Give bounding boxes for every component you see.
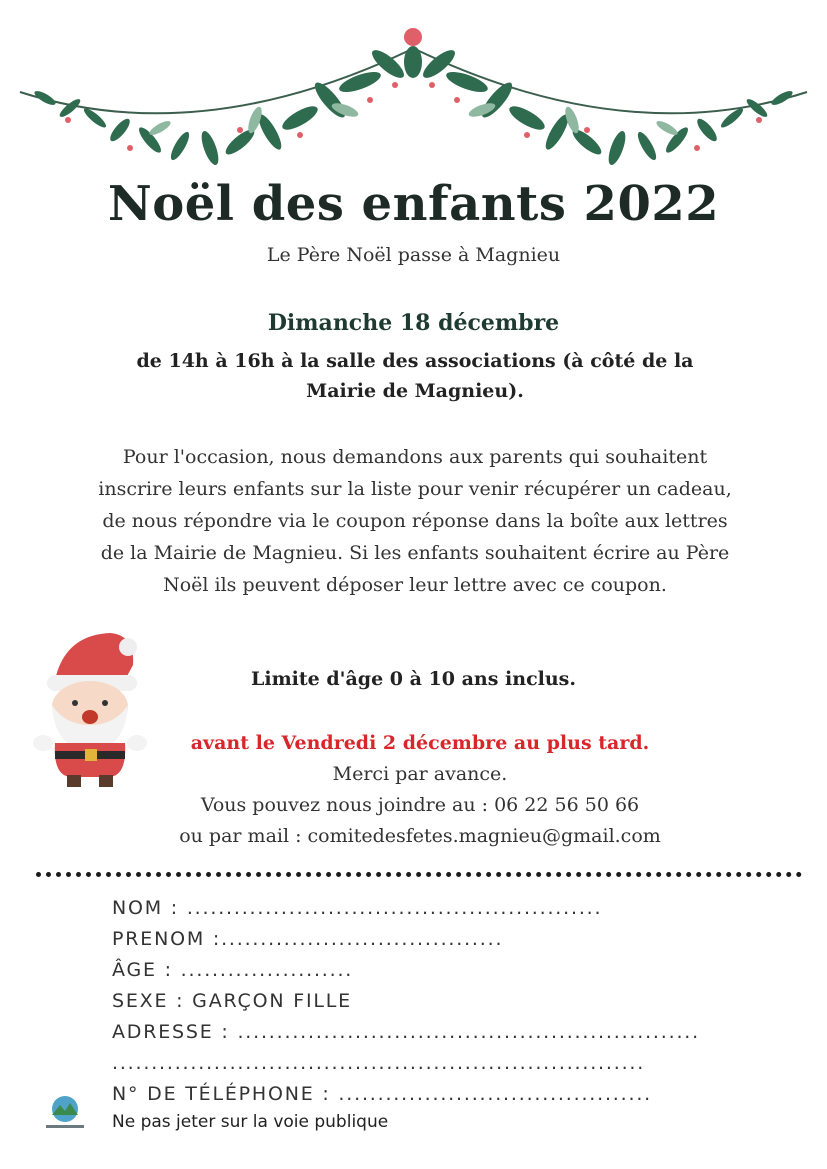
deadline-text: avant le Vendredi 2 décembre au plus tard. <box>190 732 650 754</box>
form-field-adresse[interactable]: ADRESSE : ........................................................... <box>112 1021 700 1043</box>
garland-left-branch <box>20 46 410 167</box>
event-date: Dimanche 18 décembre <box>267 310 560 336</box>
form-field-age[interactable]: ÂGE : ...................... <box>112 959 354 981</box>
thanks-text: Merci par avance. <box>332 763 508 785</box>
form-field-prenom[interactable]: PRENOM :.................................... <box>112 928 504 950</box>
age-limit: Limite d'âge 0 à 10 ans inclus. <box>251 668 576 690</box>
form-field-sexe[interactable]: SEXE : GARÇON FILLE <box>112 990 352 1012</box>
top-berry <box>404 28 422 46</box>
garland-decoration <box>0 0 827 180</box>
form-field-adresse-line2[interactable]: .................................................................... <box>112 1052 646 1074</box>
contact-phone: Vous pouvez nous joindre au : 06 22 56 50 66 <box>200 794 640 816</box>
form-field-telephone[interactable]: N° DE TÉLÉPHONE : ........................................ <box>112 1083 653 1105</box>
contact-mail: ou par mail : comitedesfetes.magnieu@gmail.com <box>179 825 661 847</box>
coupon-form <box>112 893 700 1110</box>
cut-line-separator <box>36 872 802 877</box>
info-paragraph: Pour l'occasion, nous demandons aux parents qui souhaitent inscrire leurs enfants sur la liste pour venir récupérer un cadeau, de nous répondre via le coupon réponse dans la boîte aux lettres de la Mairie de Magnieu. Si les enfants souhaitent écrire au Père Noël ils peuvent déposer leur lettre avec ce coupon. <box>98 446 732 596</box>
footer-notice: Ne pas jeter sur la voie publique <box>112 1112 389 1132</box>
event-place: de 14h à 16h à la salle des associations (à côté de la Mairie de Magnieu). <box>136 350 694 402</box>
page-title: Noël des enfants 2022 <box>107 176 720 232</box>
page-subtitle: Le Père Noël passe à Magnieu <box>266 244 561 266</box>
form-field-nom[interactable]: NOM : ..................................................... <box>112 897 603 919</box>
association-logo <box>40 1093 90 1133</box>
